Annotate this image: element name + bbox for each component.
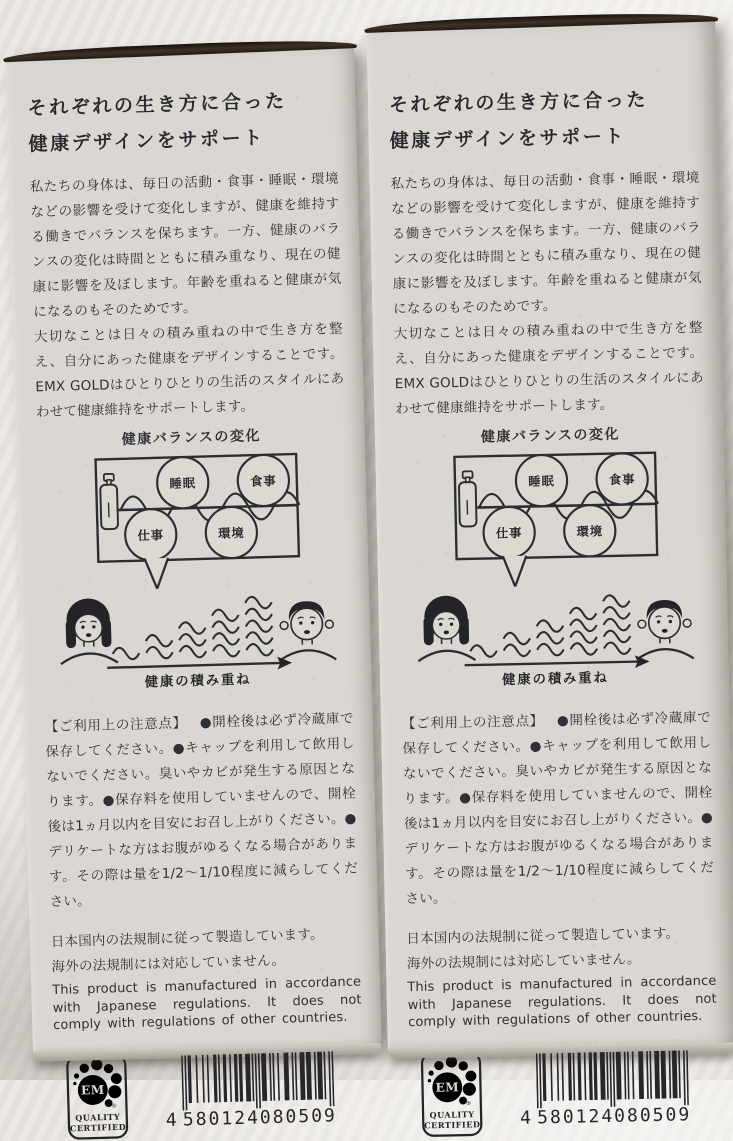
product-heading	[27, 82, 338, 163]
woman-face-icon	[59, 598, 118, 664]
precautions	[402, 706, 715, 912]
barcode	[164, 1051, 338, 1131]
legal-jp-line-2: 海外の法規制には対応していません。	[407, 946, 716, 977]
woman-face-icon	[417, 595, 475, 661]
quality-text: QUALITY	[430, 1109, 475, 1120]
barcode-right-group: 080509	[260, 1105, 338, 1128]
diagram-axis-label: 健康の積み重ね	[501, 669, 609, 688]
precautions-body: ●開栓後は必ず冷蔵庫で保存してください。●キャップを利用して飲用しないでください。臭いやカビが発生する原因となります。●保存料を使用していませんので、開栓後は1ヵ月以内を目安にお召し上がりください。●デリケートな方はお腹がゆるくなる場合があります。その際は量を1/2～1/10程度に減らしてください。	[45, 711, 358, 911]
heading-line-2: 健康デザインをサポート	[28, 118, 338, 163]
precautions	[45, 707, 359, 916]
factor-label-sleep: 睡眠	[169, 475, 196, 491]
barcode-bars	[181, 1051, 334, 1110]
heading-line-2: 健康デザインをサポート	[389, 117, 699, 159]
man-face-icon	[278, 600, 337, 661]
certified-text: CERTIFIED	[70, 1121, 127, 1133]
barcode-lead-digit: 4	[520, 1107, 537, 1128]
health-balance-diagram	[37, 423, 353, 692]
legal-en: This product is manufactured in accordance with Japanese regulations. It does not comply with regulations of other countries.	[52, 973, 362, 1034]
product-box-left	[5, 47, 382, 1054]
legal-jp-line-1: 日本国内の法規制に従って製造しています。	[406, 921, 715, 952]
certification-and-barcode	[419, 1045, 720, 1137]
em-quality-logo	[64, 1053, 130, 1141]
quality-text: QUALITY	[75, 1111, 120, 1122]
man-face-icon	[636, 599, 694, 659]
intro-paragraph-2: 大切なことは日々の積み重ねの中で生き方を整え、自分にあった健康をデザインすることです。EMX GOLDはひとりひとりの生活のスタイルにあわせて健康維持をサポートします。	[393, 316, 704, 422]
intro-copy	[390, 166, 704, 422]
speech-bubble	[454, 453, 659, 588]
heading-line-1: それぞれの生き方に合った	[27, 82, 337, 127]
diagram-title: 健康バランスの変化	[396, 422, 705, 448]
diagram-title: 健康バランスの変化	[37, 423, 346, 452]
growth-arrow-icon	[465, 655, 650, 672]
barcode-bars	[536, 1050, 689, 1108]
bottle-icon	[100, 474, 118, 530]
diagram-illustration	[399, 444, 707, 688]
certified-text: CERTIFIED	[424, 1119, 480, 1130]
barcode-right-group: 080509	[614, 1104, 691, 1127]
precautions-heading: 【ご利用上の注意点】	[402, 713, 544, 732]
em-quality-logo	[419, 1050, 485, 1137]
registered-symbol: ®	[111, 1102, 117, 1109]
barcode-number	[166, 1105, 339, 1131]
box-top-edge	[364, 10, 718, 33]
factor-label-meal: 食事	[609, 472, 636, 488]
barcode	[519, 1050, 693, 1129]
diagram-illustration	[40, 445, 350, 691]
barcode-lead-digit: 4	[166, 1109, 184, 1130]
factor-label-environment: 環境	[218, 525, 245, 541]
speech-bubble	[96, 454, 302, 590]
box-top-edge	[3, 37, 357, 62]
product-heading	[389, 81, 699, 159]
barcode-left-group: 580124	[183, 1107, 261, 1130]
intro-paragraph-1: 私たちの身体は、毎日の活動・食事・睡眠・環境などの影響を受けて変化しますが、健康を維持する働きでバランスを保ちます。一方、健康のバランスの変化は時間とともに積み重なり、現在の健康に影響を及ぼします。年齢を重ねると健康が気になるのもそのためです。	[390, 166, 702, 322]
registered-symbol: ®	[466, 1100, 472, 1107]
barcode-number	[520, 1104, 692, 1129]
legal-block	[51, 922, 363, 1035]
em-mark-text: EM	[81, 1082, 105, 1097]
barcode-left-group: 580124	[537, 1105, 614, 1128]
factor-label-sleep: 睡眠	[528, 473, 555, 489]
legal-jp-line-2: 海外の法規制には対応していません。	[51, 947, 361, 981]
bubble-tail	[503, 556, 527, 587]
legal-en: This product is manufactured in accordance with Japanese regulations. It does not comply with regulations of other countries.	[407, 973, 717, 1032]
intro-paragraph-1: 私たちの身体は、毎日の活動・食事・睡眠・環境などの影響を受けて変化しますが、健康を維持する働きでバランスを保ちます。一方、健康のバランスの変化は時間とともに積み重なり、現在の健康に影響を及ぼします。年齢を重ねると健康が気になるのもそのためです。	[29, 167, 342, 326]
intro-copy	[29, 167, 345, 426]
factor-label-environment: 環境	[576, 523, 603, 539]
factor-label-meal: 食事	[250, 473, 277, 489]
wave-stack-icon	[469, 595, 631, 657]
factor-label-work: 仕事	[496, 525, 523, 541]
certification-and-barcode	[64, 1046, 365, 1140]
wave-stack-icon	[111, 596, 273, 659]
product-box-right	[366, 20, 733, 1051]
diagram-axis-label: 健康の積み重ね	[144, 670, 252, 690]
health-balance-diagram	[396, 422, 710, 688]
legal-block	[406, 921, 717, 1032]
em-mark-text: EM	[435, 1080, 459, 1094]
precautions-body: ●開栓後は必ず冷蔵庫で保存してください。●キャップを利用して飲用しないでください。臭いやカビが発生する原因となります。●保存料を使用していませんので、開栓後は1ヵ月以内を目安にお召し上がりください。●デリケートな方はお腹がゆるくなる場合があります。その際は量を1/2～1/10程度に減らしてください。	[402, 710, 714, 907]
intro-paragraph-2: 大切なことは日々の積み重ねの中で生き方を整え、自分にあった健康をデザインすることです。EMX GOLDはひとりひとりの生活のスタイルにあわせて健康維持をサポートします。	[34, 317, 346, 426]
legal-jp-line-1: 日本国内の法規制に従って製造しています。	[51, 922, 361, 956]
bottle-icon	[459, 471, 477, 526]
heading-line-1: それぞれの生き方に合った	[389, 81, 699, 123]
precautions-heading: 【ご利用上の注意点】	[45, 715, 187, 735]
factor-label-work: 仕事	[137, 527, 164, 543]
